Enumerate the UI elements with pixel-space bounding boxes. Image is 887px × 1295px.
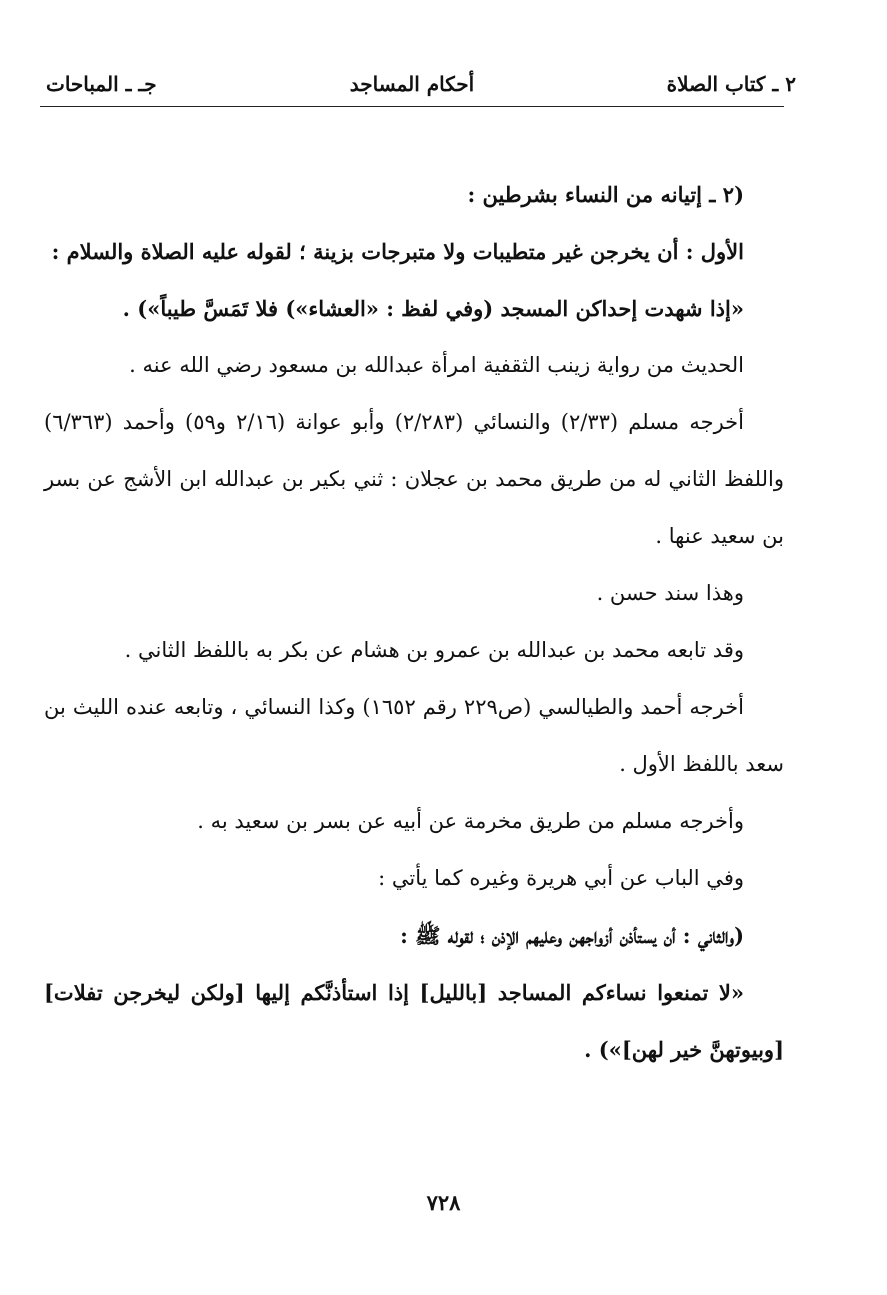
- paragraph-hadith-quote: «إذا شهدت إحداكن المسجد (وفي لفظ : «العشاء») فلا تَمَسَّ طيباً») .: [122, 296, 744, 321]
- header-book-title: ٢ ـ كتاب الصلاة: [666, 72, 796, 96]
- page-number: ٧٢٨: [426, 1190, 461, 1215]
- paragraph-condition-heading: (٢ ـ إتيانه من النساء بشرطين :: [467, 182, 744, 207]
- paragraph-further-chapter: وفي الباب عن أبي هريرة وغيره كما يأتي :: [378, 866, 744, 890]
- paragraph-corroboration: وقد تابعه محمد بن عبدالله بن عمرو بن هشام عن بكر به باللفظ الثاني .: [124, 638, 744, 662]
- paragraph-sources-3: وأخرجه مسلم من طريق مخرمة عن أبيه عن بسر بن سعيد به .: [197, 809, 744, 833]
- header-section-title: جـ ـ المباحات: [46, 72, 157, 96]
- paragraph-grading: وهذا سند حسن .: [596, 581, 744, 605]
- paragraph-second-condition: (والثاني : أن يستأذن أزواجهن وعليهم الإذن ؛ لقوله ﷺ :: [400, 923, 744, 948]
- paragraph-narrator: الحديث من رواية زينب الثقفية امرأة عبدالله بن مسعود رضي الله عنه .: [129, 353, 744, 377]
- paragraph-sources-2: أخرجه أحمد والطيالسي (ص٢٢٩ رقم ١٦٥٢) وكذا النسائي ، وتابعه عنده الليث بن سعد باللفظ الأول .: [44, 695, 784, 776]
- paragraph-first-condition: الأول : أن يخرجن غير متطيبات ولا متبرجات بزينة ؛ لقوله عليه الصلاة والسلام :: [51, 239, 744, 264]
- page-body: [44, 166, 784, 1078]
- header-chapter-title: أحكام المساجد: [349, 72, 475, 96]
- running-header: [40, 66, 796, 107]
- paragraph-hadith-quote-2: «لا تمنعوا نساءكم المساجد [بالليل] إذا استأذنَّكم إليها [ولكن ليخرجن تفلات] [وبيوتهنَّ خير لهن]») .: [44, 980, 784, 1062]
- paragraph-sources: أخرجه مسلم (٢/٣٣) والنسائي (٢/٢٨٣) وأبو عوانة (٢/١٦ و٥٩) وأحمد (٦/٣٦٣) واللفظ الثاني له من طريق محمد بن عجلان : ثني بكير بن عبدالله ابن الأشج عن بسر بن سعيد عنها .: [44, 410, 784, 548]
